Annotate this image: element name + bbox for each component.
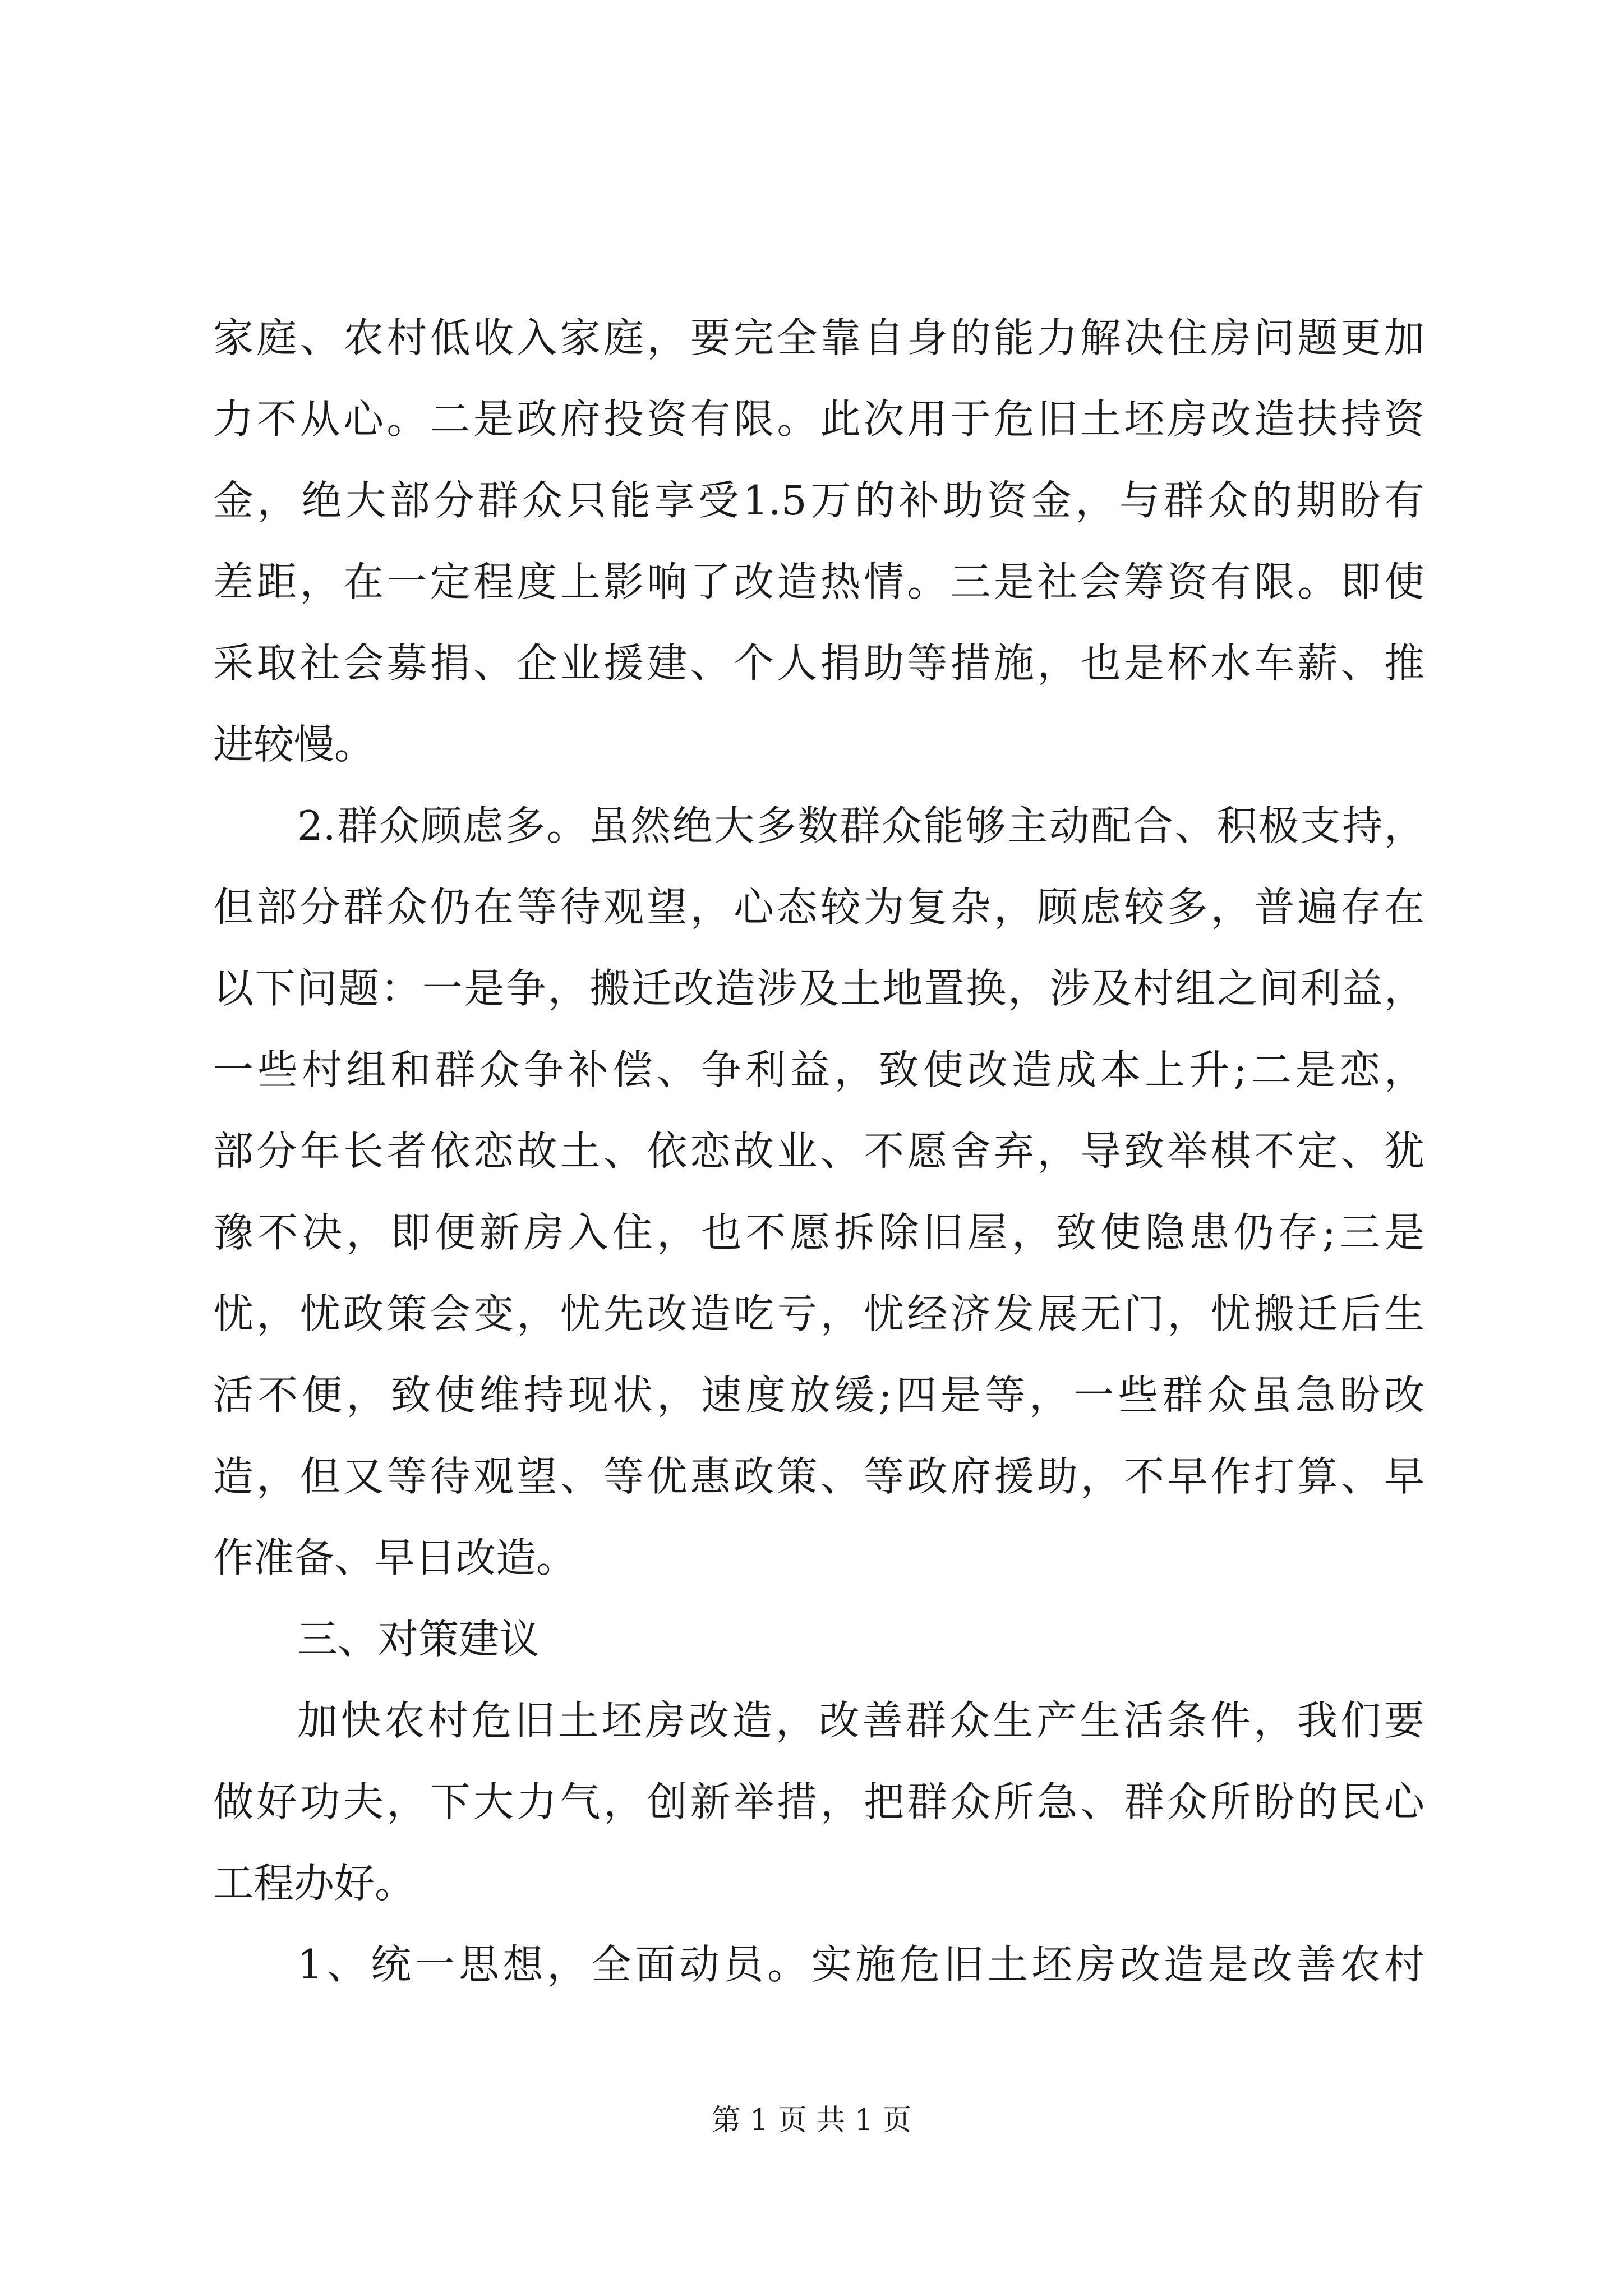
text-line: 造，但又等待观望、等优惠政策、等政府援助，不早作打算、早 bbox=[213, 1453, 1424, 1500]
text-line: 做好功夫，下大力气，创新举措，把群众所急、群众所盼的民心 bbox=[213, 1778, 1424, 1825]
text-line: 部分年长者依恋故土、依恋故业、不愿舍弃，导致举棋不定、犹 bbox=[213, 1128, 1424, 1175]
text-line: 采取社会募捐、企业援建、个人捐助等措施，也是杯水车薪、推 bbox=[213, 639, 1424, 687]
section-heading: 三、对策建议 bbox=[297, 1616, 540, 1663]
text-line: 一些村组和群众争补偿、争利益，致使改造成本上升;二是恋， bbox=[213, 1046, 1424, 1093]
text-line: 力不从心。二是政府投资有限。此次用于危旧土坯房改造扶持资 bbox=[213, 395, 1424, 443]
document-body bbox=[213, 297, 1424, 2005]
text-line: 2.群众顾虑多。虽然绝大多数群众能够主动配合、积极支持， bbox=[297, 802, 1424, 849]
text-line: 家庭、农村低收入家庭，要完全靠自身的能力解决住房问题更加 bbox=[213, 314, 1424, 361]
text-line: 但部分群众仍在等待观望，心态较为复杂，顾虑较多，普遍存在 bbox=[213, 884, 1424, 931]
text-line: 进较慢。 bbox=[213, 721, 375, 768]
text-line: 忧，忧政策会变，忧先改造吃亏，忧经济发展无门，忧搬迁后生 bbox=[213, 1290, 1424, 1337]
text-line: 差距，在一定程度上影响了改造热情。三是社会筹资有限。即使 bbox=[213, 558, 1424, 605]
page-footer: 第 1 页 共 1 页 bbox=[711, 2104, 912, 2137]
text-line: 豫不决，即便新房入住，也不愿拆除旧屋，致使隐患仍存;三是 bbox=[213, 1209, 1424, 1256]
text-line: 工程办好。 bbox=[213, 1860, 416, 1907]
text-line: 加快农村危旧土坯房改造，改善群众生产生活条件，我们要 bbox=[297, 1697, 1424, 1744]
text-line: 以下问题：一是争，搬迁改造涉及土地置换，涉及村组之间利益， bbox=[213, 965, 1424, 1012]
text-line: 活不便，致使维持现状，速度放缓;四是等，一些群众虽急盼改 bbox=[213, 1372, 1424, 1419]
text-line: 金，绝大部分群众只能享受1.5万的补助资金，与群众的期盼有 bbox=[213, 477, 1424, 524]
text-line: 1、统一思想，全面动员。实施危旧土坯房改造是改善农村 bbox=[297, 1941, 1424, 1988]
text-line: 作准备、早日改造。 bbox=[213, 1534, 577, 1581]
